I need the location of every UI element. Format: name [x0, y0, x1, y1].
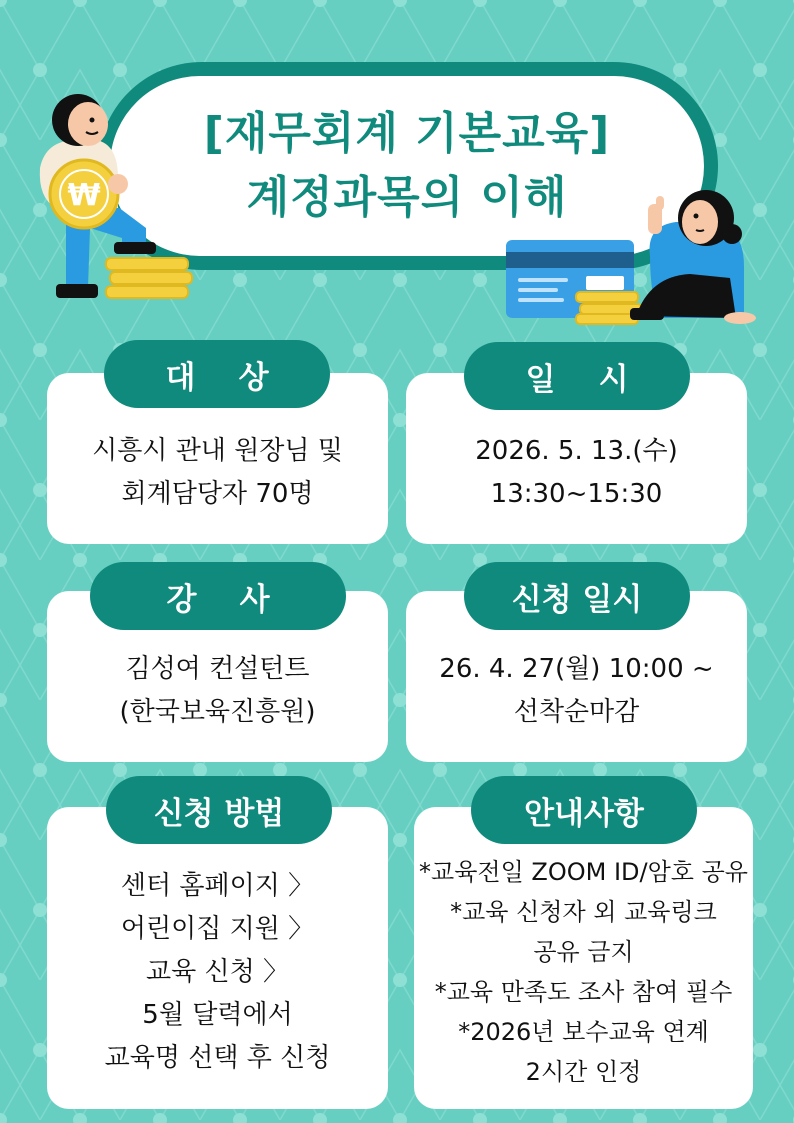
target-line-2: 회계담당자 70명: [121, 478, 314, 509]
instructor-label: 강 사: [90, 562, 346, 630]
apply-date-line-2: 선착순마감: [513, 696, 640, 727]
apply-method-line-1: 센터 홈페이지 〉: [120, 870, 315, 901]
apply-method-line-4: 5월 달력에서: [142, 999, 293, 1030]
person-with-card-illustration: [500, 186, 770, 326]
notice-label: 안내사항: [471, 776, 697, 844]
date-line-1: 2026. 5. 13.(수): [475, 435, 678, 466]
apply-method-line-5: 교육명 선택 후 신청: [104, 1042, 331, 1073]
notice-card: [414, 807, 753, 1109]
target-line-1: 시흥시 관내 원장님 및: [92, 435, 343, 466]
notice-line-1: *교육전일 ZOOM ID/암호 공유: [419, 858, 748, 886]
person-with-coin-illustration: [26, 88, 206, 308]
notice-line-5: *2026년 보수교육 연계: [458, 1018, 709, 1046]
date-label: 일 시: [464, 342, 690, 410]
apply-method-line-2: 어린이집 지원 〉: [120, 913, 315, 944]
apply-method-line-3: 교육 신청 〉: [146, 956, 289, 987]
instructor-line-2: (한국보육진흥원): [119, 696, 316, 727]
date-line-2: 13:30~15:30: [490, 478, 663, 509]
won-coin-icon: [50, 160, 118, 228]
apply-method-label: 신청 방법: [106, 776, 332, 844]
coin-symbol: ₩: [67, 178, 101, 213]
notice-line-4: *교육 만족도 조사 참여 필수: [434, 978, 733, 1006]
notice-line-6: 2시간 인정: [525, 1058, 642, 1086]
apply-date-label: 신청 일시: [464, 562, 690, 630]
title-line-1: [재무회계 기본교육]: [203, 108, 611, 159]
instructor-line-1: 김성여 컨설턴트: [125, 653, 310, 684]
title-line-2: 계정과목의 이해: [246, 172, 568, 223]
notice-line-2: *교육 신청자 외 교육링크: [450, 898, 717, 926]
notice-line-3: 공유 금지: [533, 938, 634, 966]
target-label: 대 상: [104, 340, 330, 408]
apply-date-line-1: 26. 4. 27(월) 10:00 ~: [439, 653, 714, 684]
coin-stack-icon: [106, 258, 192, 298]
apply-method-card: [47, 807, 388, 1109]
